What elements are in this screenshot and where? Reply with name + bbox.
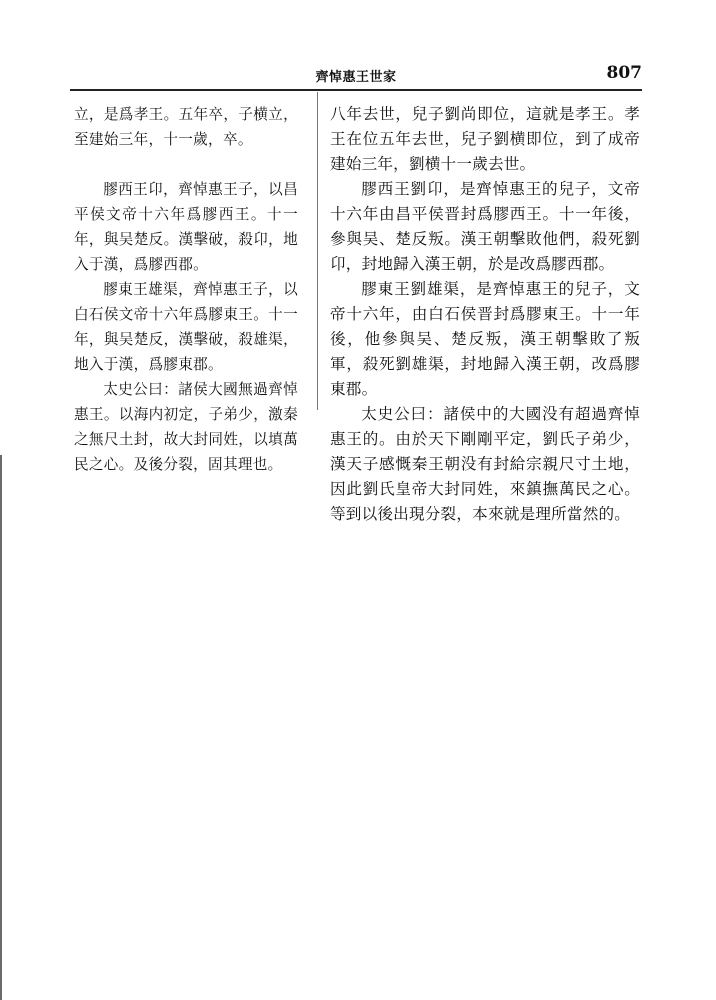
original-paragraph-2: 膠西王卬，齊悼惠王子，以昌平侯文帝十六年爲膠西王。十一年，與吴楚反。漢擊破，殺卬，地入于漢，爲膠西郡。 [74,181,298,273]
translation-paragraph-4: 太史公曰：諸侯中的大國没有超過齊悼惠王的。由於天下剛剛平定，劉氏子弟少，漢天子感慨秦王朝没有封給宗親尺寸土地，因此劉氏皇帝大封同姓，來鎮撫萬民之心。等到以後出現分裂，本來就是理所當然的。 [330,405,640,523]
original-paragraph-1: 立，是爲孝王。五年卒，子横立，至建始三年，十一歲，卒。 [74,106,298,148]
original-paragraph-3: 膠東王雄渠，齊悼惠王子，以白石侯文帝十六年爲膠東王。十一年，與吴楚反，漢擊破，殺雄渠，地入于漢，爲膠東郡。 [74,281,298,373]
scan-edge-shadow [0,455,2,1000]
translation-paragraph-2: 膠西王劉卬，是齊悼惠王的兒子，文帝十六年由昌平侯晋封爲膠西王。十一年後，參與吴、楚反叛。漢王朝擊敗他們，殺死劉卬，封地歸入漢王朝，於是改爲膠西郡。 [330,180,640,273]
translation-column [330,102,640,527]
original-paragraph-4: 太史公曰：諸侯大國無過齊悼惠王。以海内初定，子弟少，激秦之無尺土封，故大封同姓，以填萬民之心。及後分裂，固其理也。 [74,381,298,473]
header-rule [70,89,642,91]
translation-paragraph-3: 膠東王劉雄渠，是齊悼惠王的兒子，文帝十六年，由白石侯晋封爲膠東王。十一年後，他參與吴、楚反叛，漢王朝擊敗了叛軍，殺死劉雄渠，封地歸入漢王朝，改爲膠東郡。 [330,280,640,398]
running-title: 齊悼惠王世家 [315,70,397,85]
translation-paragraph-1: 八年去世，兒子劉尚即位，這就是孝王。孝王在位五年去世，兒子劉横即位，到了成帝建始三年，劉横十一歲去世。 [330,105,640,173]
page-header [70,58,642,86]
page-number: 807 [606,63,642,83]
original-text-column [74,102,298,477]
column-divider [317,92,318,410]
